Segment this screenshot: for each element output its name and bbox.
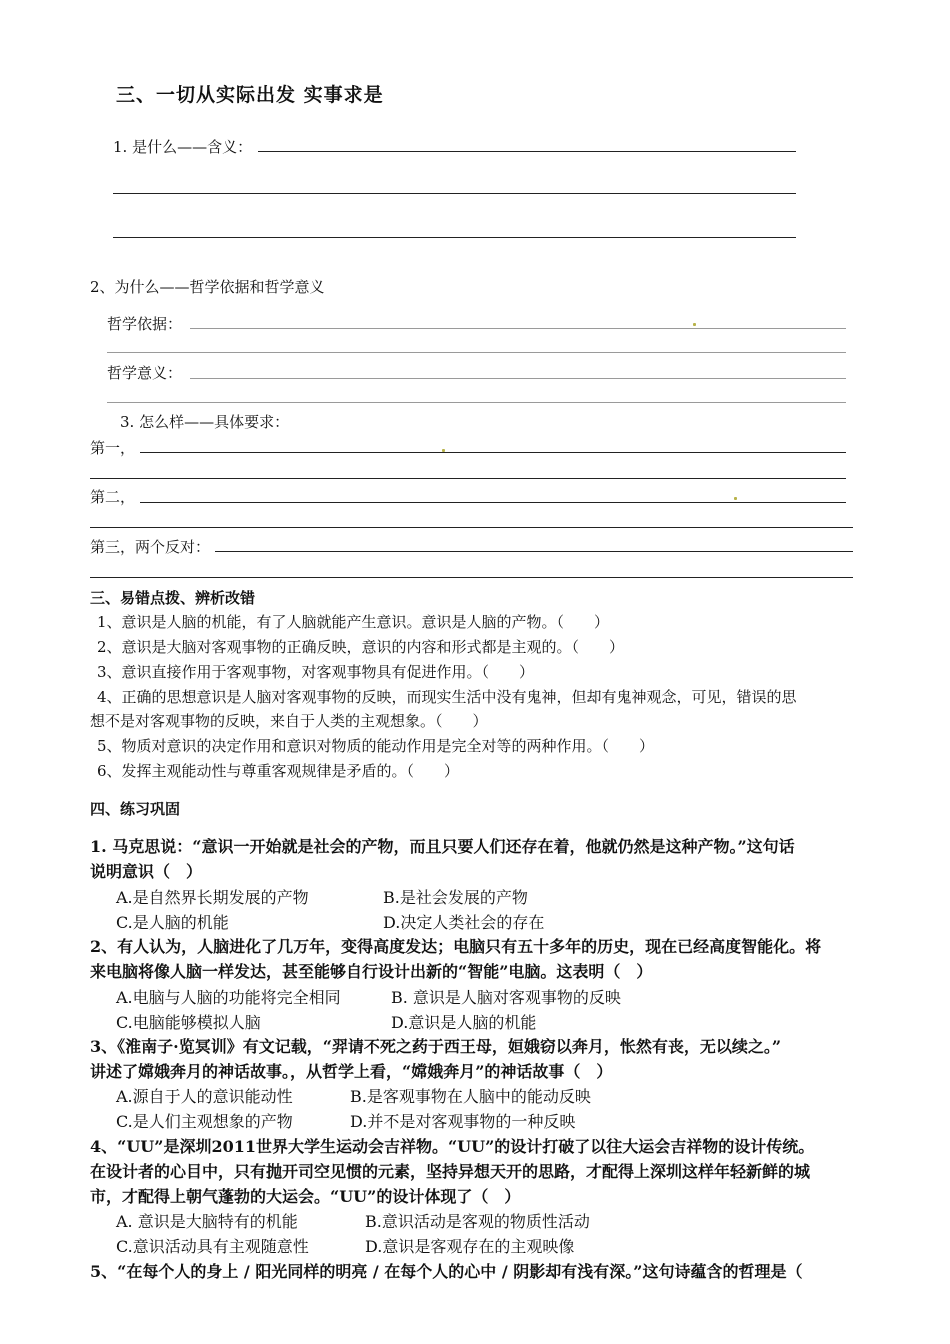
question-stem: 说明意识（ ） [90, 862, 203, 881]
answer-line [113, 237, 796, 238]
answer-line [90, 527, 853, 528]
first-label: 第一， [90, 439, 136, 457]
section-title: 三、一切从实际出发 实事求是 [116, 84, 384, 106]
option-b: B.是客观事物在人脑中的能动反映 [350, 1087, 591, 1106]
question-stem: 1. 马克思说：“意识一开始就是社会的产物，而且只要人们还存在着，他就仍然是这种产物。”这句话 [90, 837, 795, 856]
answer-line [90, 577, 853, 578]
speck [734, 497, 737, 500]
speck [442, 449, 445, 452]
second-label: 第二， [90, 488, 136, 506]
q3-label: 3. 怎么样——具体要求： [120, 413, 290, 431]
answer-line [190, 378, 846, 379]
meaning-label: 哲学意义： [107, 364, 183, 382]
answer-line [113, 193, 796, 194]
list-item: 2、意识是大脑对客观事物的正确反映，意识的内容和形式都是主观的。（ ） [97, 638, 625, 656]
answer-line [190, 328, 846, 329]
answer-line [107, 402, 846, 403]
list-item: 5、物质对意识的决定作用和意识对物质的能动作用是完全对等的两种作用。（ ） [97, 737, 655, 755]
answer-line [90, 478, 846, 479]
option-b: B.意识活动是客观的物质性活动 [365, 1212, 590, 1231]
speck [693, 323, 696, 326]
list-item: 1、意识是人脑的机能，有了人脑就能产生意识。意识是人脑的产物。（ ） [97, 613, 610, 631]
option-b: B.是社会发展的产物 [383, 888, 528, 907]
option-a: A.源自于人的意识能动性 [116, 1087, 293, 1106]
answer-line [107, 352, 846, 353]
question-stem: 2、有人认为，人脑进化了几万年，变得高度发达；电脑只有五十多年的历史，现在已经高度智能化。将 [90, 937, 822, 956]
option-b: B. 意识是人脑对客观事物的反映 [391, 988, 621, 1007]
errors-title: 三、易错点拨、辨析改错 [90, 589, 256, 607]
option-c: C.意识活动具有主观随意性 [116, 1237, 309, 1256]
option-c: C.电脑能够模拟人脑 [116, 1013, 261, 1032]
question-stem: 3、《淮南子·览冥训》有文记载，“羿请不死之药于西王母，姮娥窃以奔月，怅然有丧，无以续之。” [90, 1037, 782, 1056]
question-stem: 市，才配得上朝气蓬勃的大运会。“UU”的设计体现了（ ） [90, 1187, 521, 1206]
option-d: D.并不是对客观事物的一种反映 [350, 1112, 576, 1131]
answer-line [140, 452, 846, 453]
option-a: A.是自然界长期发展的产物 [116, 888, 309, 907]
list-item: 4、正确的思想意识是人脑对客观事物的反映，而现实生活中没有鬼神，但却有鬼神观念，可见，错误的思 [97, 688, 797, 706]
question-stem: 5、“在每个人的身上 / 阳光同样的明亮 / 在每个人的心中 / 阴影却有浅有深。”这句诗蕴含的哲理是（ [90, 1262, 803, 1281]
question-stem: 在设计者的心目中，只有抛开司空见惯的元素，坚持异想天开的思路，才配得上深圳这样年轻新鲜的城 [90, 1162, 811, 1181]
option-d: D.决定人类社会的存在 [383, 913, 545, 932]
answer-line [215, 551, 853, 552]
question-stem: 来电脑将像人脑一样发达，甚至能够自行设计出新的“智能”电脑。这表明（ ） [90, 962, 653, 981]
answer-line [258, 151, 796, 152]
option-c: C.是人们主观想象的产物 [116, 1112, 293, 1131]
option-a: A.电脑与人脑的功能将完全相同 [116, 988, 341, 1007]
list-item: 3、意识直接作用于客观事物，对客观事物具有促进作用。（ ） [97, 663, 535, 681]
option-d: D.意识是人脑的机能 [391, 1013, 537, 1032]
option-d: D.意识是客观存在的主观映像 [365, 1237, 575, 1256]
option-a: A. 意识是大脑特有的机能 [116, 1212, 298, 1231]
q2-label: 2、为什么——哲学依据和哲学意义 [90, 278, 325, 296]
practice-title: 四、练习巩固 [90, 800, 181, 818]
basis-label: 哲学依据： [107, 315, 183, 333]
question-stem: 4、“UU”是深圳2011世界大学生运动会吉祥物。“UU”的设计打破了以往大运会吉祥物的设计传统。 [90, 1137, 815, 1156]
q1-label: 1. 是什么——含义： [113, 138, 253, 156]
question-stem: 讲述了嫦娥奔月的神话故事。，从哲学上看，“嫦娥奔月”的神话故事（ ） [90, 1062, 613, 1081]
option-c: C.是人脑的机能 [116, 913, 229, 932]
third-label: 第三，两个反对： [90, 538, 211, 556]
list-item: 想不是对客观事物的反映，来自于人类的主观想象。（ ） [90, 712, 488, 730]
answer-line [140, 502, 846, 503]
list-item: 6、发挥主观能动性与尊重客观规律是矛盾的。（ ） [97, 762, 460, 780]
